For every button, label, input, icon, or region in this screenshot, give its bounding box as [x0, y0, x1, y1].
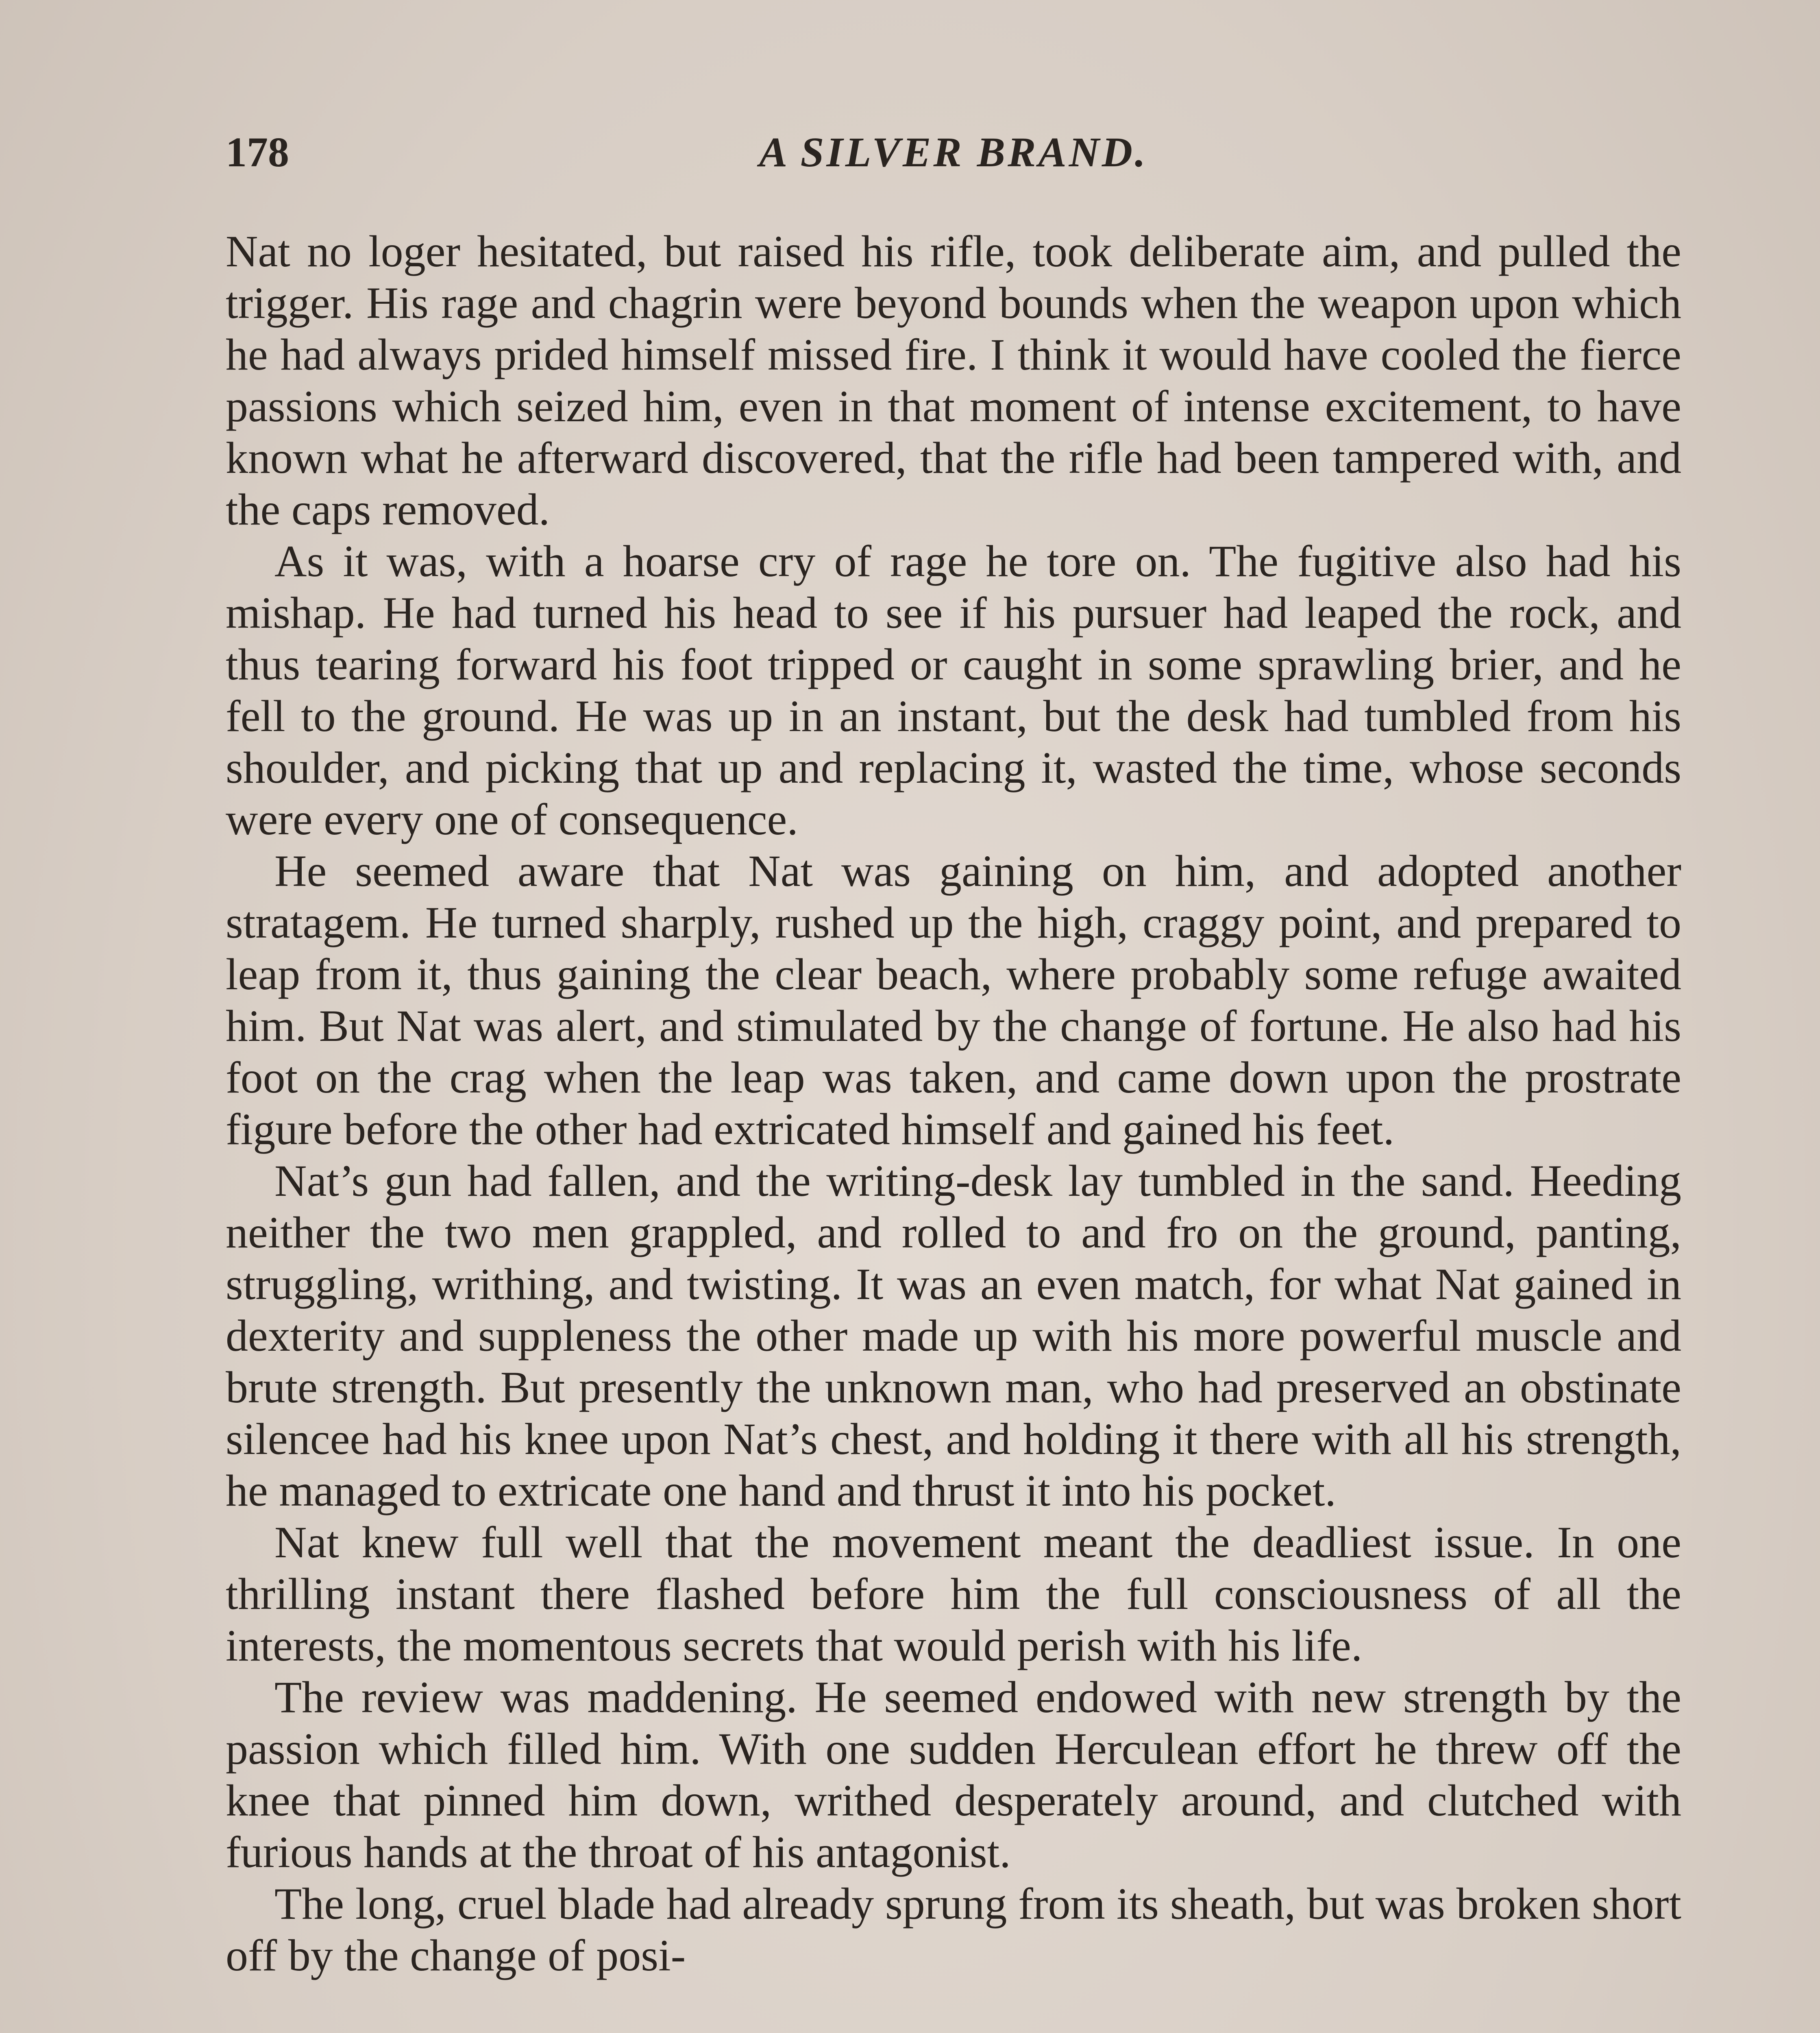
paragraph: He seemed aware that Nat was gaining on him, and adopted another stratagem. He turned sharply, rushed up the high, craggy point, and prepared to leap from it, thus gaining the clear beach, where probably some refuge awaited him. But Nat was alert, and stimulated by the change of fortune. He also had his foot on the crag when the leap was taken, and came down upon the prostrate figure before the other had extricated himself and gained his feet. [226, 846, 1681, 1154]
running-title: A SILVER BRAND. [759, 129, 1148, 176]
page-number: 178 [226, 129, 289, 176]
body-text [226, 226, 1681, 1981]
paragraph: As it was, with a hoarse cry of rage he tore on. The fugitive also had his mishap. He had turned his head to see if his pursuer had leaped the rock, and thus tearing forward his foot tripped or caught in some sprawling brier, and he fell to the ground. He was up in an instant, but the desk had tumbled from his shoulder, and picking that up and replacing it, wasted the time, whose seconds were every one of consequence. [226, 536, 1681, 844]
paragraph: Nat’s gun had fallen, and the writing-desk lay tumbled in the sand. Heeding neither the two men grappled, and rolled to and fro on the ground, panting, struggling, writhing, and twisting. It was an even match, for what Nat gained in dexterity and suppleness the other made up with his more powerful muscle and brute strength. But presently the unknown man, who had preserved an obstinate silencee had his knee upon Nat’s chest, and holding it there with all his strength, he managed to extricate one hand and thrust it into his pocket. [226, 1156, 1681, 1515]
paragraph: The review was maddening. He seemed endowed with new strength by the passion which filled him. With one sudden Herculean effort he threw off the knee that pinned him down, writhed desperately around, and clutched with furious hands at the throat of his antagonist. [226, 1672, 1681, 1877]
running-head [226, 126, 1681, 179]
paragraph: The long, cruel blade had already sprung from its sheath, but was broken short off by the change of posi- [226, 1879, 1681, 1980]
paragraph: Nat no loger hesitated, but raised his rifle, took deliberate aim, and pulled the trigger. His rage and chagrin were beyond bounds when the weapon upon which he had always prided himself missed fire. I think it would have cooled the fierce passions which seized him, even in that moment of intense excitement, to have known what he afterward discovered, that the rifle had been tampered with, and the caps removed. [226, 226, 1681, 534]
paragraph: Nat knew full well that the movement meant the deadliest issue. In one thrilling instant there flashed before him the full consciousness of all the interests, the momentous secrets that would perish with his life. [226, 1517, 1681, 1670]
